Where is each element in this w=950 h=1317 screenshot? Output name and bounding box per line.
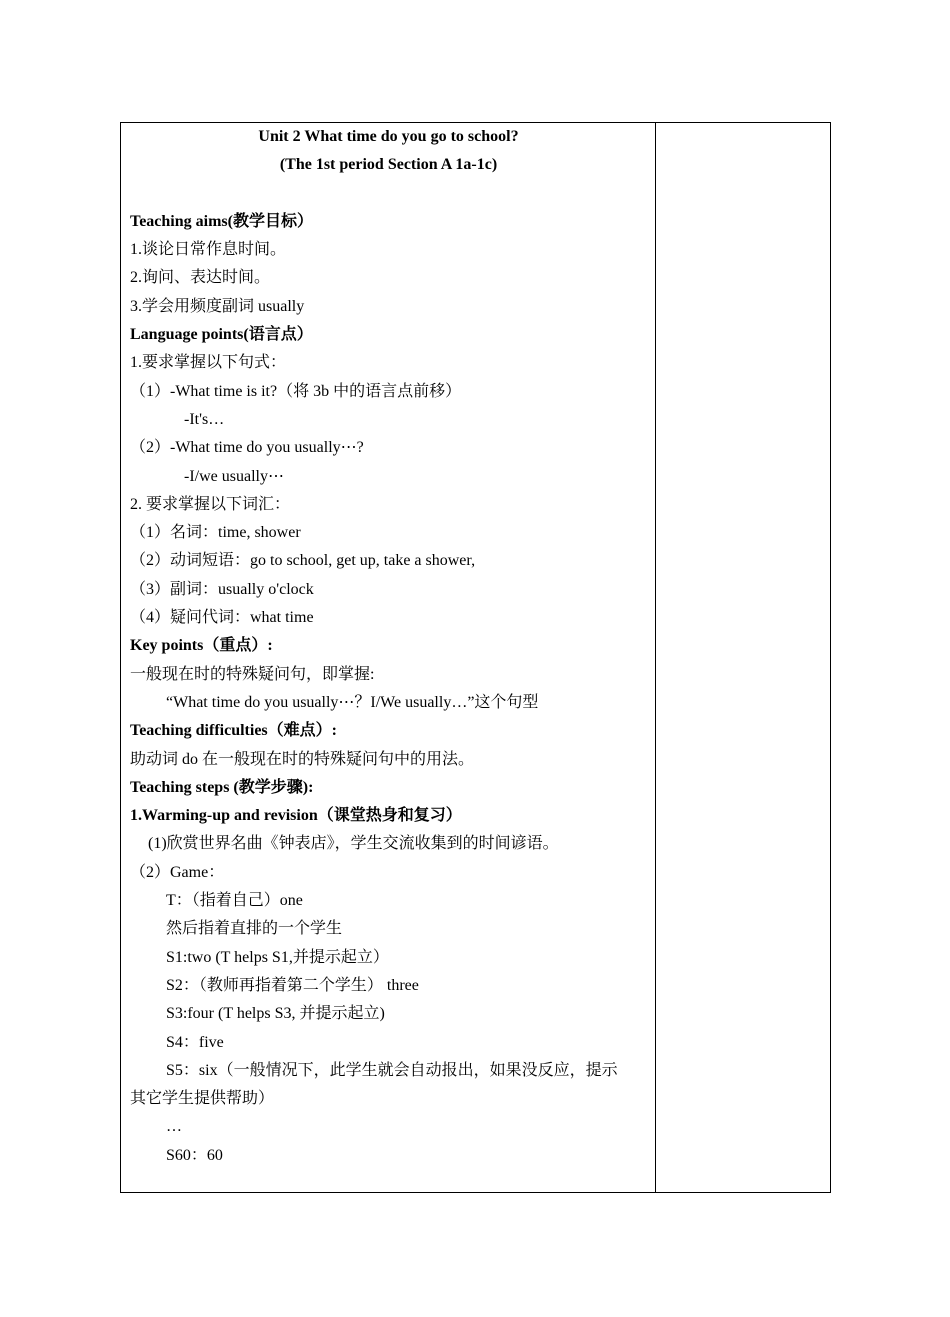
body-line: （1）-What time is it?（将 3b 中的语言点前移） (130, 382, 462, 400)
body-line: “What time do you usually⋯？I/We usually…”这个句型 (166, 693, 539, 711)
body-line: 然后指着直排的一个学生 (166, 920, 343, 938)
section-heading: Teaching aims(教学目标） (130, 212, 313, 230)
body-line: -I/we usually⋯ (184, 467, 284, 485)
body-line: 2.询问、表达时间。 (130, 269, 271, 287)
body-line: 1.谈论日常作息时间。 (130, 241, 287, 259)
body-line: (1)欣赏世界名曲《钟表店》，学生交流收集到的时间谚语。 (148, 835, 559, 853)
notes-cell (656, 123, 830, 1192)
lesson-content-cell (121, 123, 656, 1192)
body-line: （1）名词：time, shower (130, 524, 301, 542)
body-line: 一般现在时的特殊疑问句，即掌握: (130, 665, 375, 683)
body-line: 2. 要求掌握以下词汇： (130, 495, 291, 513)
body-line: （2）Game： (130, 863, 225, 881)
body-line: S2：（教师再指着第二个学生） three (166, 976, 419, 994)
body-line: （2）-What time do you usually⋯? (130, 439, 364, 457)
body-line: （2）动词短语：go to school, get up, take a shower, (130, 552, 476, 570)
lesson-plan-table (120, 122, 831, 1193)
lesson-body (130, 208, 647, 1170)
section-heading: Language points(语言点） (130, 326, 313, 344)
section-heading: Key points（重点）: (130, 637, 273, 655)
section-heading: Teaching difficulties（难点）: (130, 722, 337, 740)
body-line: （4）疑问代词：what time (130, 609, 314, 627)
body-line: -It's… (184, 410, 225, 428)
document-title: Unit 2 What time do you go to school? (258, 128, 519, 145)
body-line: 助动词 do 在一般现在时的特殊疑问句中的用法。 (130, 750, 475, 768)
body-line: 其它学生提供帮助） (130, 1090, 275, 1108)
document-subtitle: (The 1st period Section A 1a-1c) (279, 156, 498, 174)
body-line: S5：six（一般情况下，此学生就会自动报出，如果没反应，提示 (166, 1061, 618, 1079)
body-line: T：（指着自己）one (166, 892, 303, 910)
body-line: … (166, 1118, 182, 1136)
body-line: S1:two (T helps S1,并提示起立） (166, 948, 389, 966)
body-line: （3）副词：usually o'clock (130, 580, 314, 598)
body-line: 3.学会用频度副词 usually (130, 297, 305, 315)
blank-line (130, 180, 647, 208)
section-heading: Teaching steps (教学步骤): (130, 778, 314, 796)
body-line: S60：60 (166, 1146, 223, 1164)
body-line: 1.要求掌握以下句式： (130, 354, 287, 372)
body-line: S4：five (166, 1033, 224, 1051)
section-heading: 1.Warming-up and revision（课堂热身和复习） (130, 807, 462, 825)
body-line: S3:four (T helps S3, 并提示起立) (166, 1005, 385, 1023)
